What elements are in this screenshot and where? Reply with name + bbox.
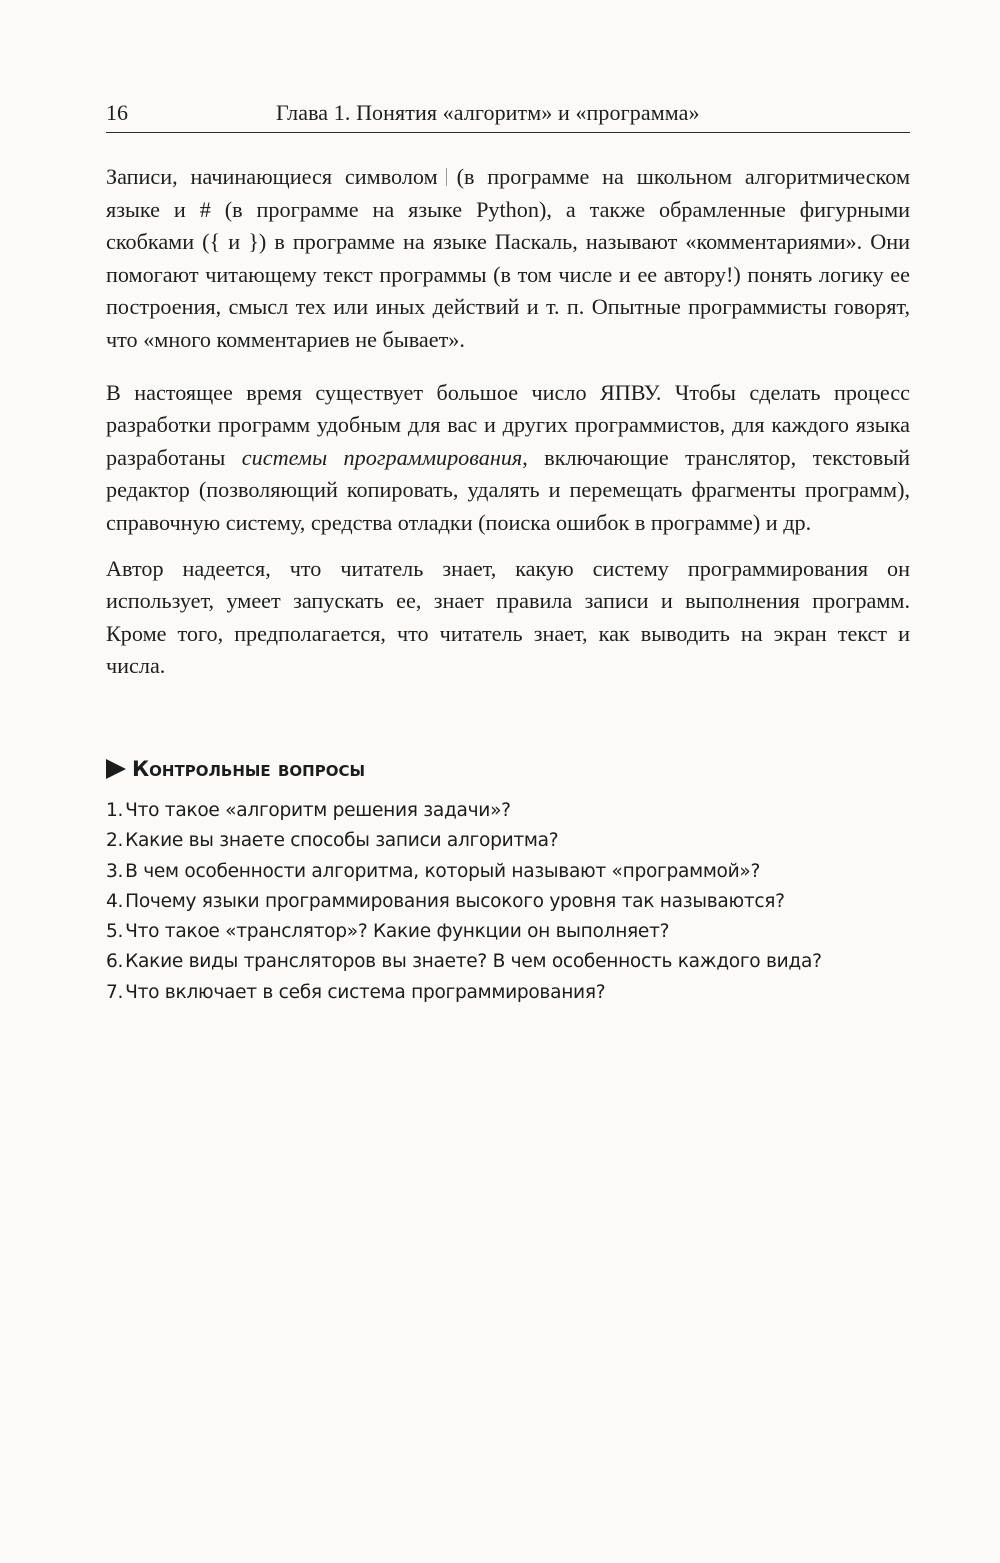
running-head	[106, 96, 910, 133]
question-text: Почему языки программирования высокого уровня так называются?	[125, 890, 785, 912]
question-number: 2.	[106, 830, 124, 852]
question-text: Что такое «алгоритм решения задачи»?	[125, 800, 511, 821]
comments-text-end: (в программе на школьном алгоритмическом языке и # (в программе на языке Python), а также обрамленные фигурными скобками ({ и }) в программе на языке Паскаль, называют «комментариями». Они помогают читающему текст программы (в том числе и ее автору!) понять логику ее построения, смысл тех или иных действий и т. п. Опытные программисты говорят, что «много комментариев не бывает».	[106, 164, 910, 352]
question-number: 6.	[106, 951, 124, 973]
list-item	[106, 887, 910, 917]
triangle-right-icon	[106, 759, 126, 779]
section-heading	[106, 754, 365, 784]
list-item	[106, 917, 910, 947]
question-text: Что включает в себя система программирования?	[125, 981, 606, 1003]
question-number: 1.	[106, 800, 124, 821]
question-text: В чем особенности алгоритма, который называют «программой»?	[125, 860, 761, 882]
section-title: Контрольные вопросы	[132, 757, 366, 781]
list-item	[106, 978, 910, 1008]
question-number: 3.	[106, 860, 124, 882]
systems-term: системы программирования	[241, 444, 523, 470]
question-number: 7.	[106, 981, 124, 1003]
question-text: Что такое «транслятор»? Какие функции он выполняет?	[125, 921, 670, 943]
list-item	[106, 947, 910, 977]
list-item	[106, 796, 910, 826]
question-number: 4.	[106, 890, 124, 912]
systems-text-end: , включающие транслятор, текстовый редактор (позволяющий копировать, удалять и перемещать фрагменты программ), справочную систему, средства отладки (поиска ошибок в программе) и др.	[106, 444, 910, 535]
question-text: Какие вы знаете способы записи алгоритма?	[125, 830, 559, 852]
bar-symbol-icon	[446, 168, 447, 186]
question-number: 5.	[106, 921, 124, 943]
questions-list	[106, 796, 910, 1008]
systems-text-start: В настоящее время существует большое число ЯПВУ. Чтобы сделать процесс разработки программ удобным для вас и других программистов, для каждого языка разработаны	[106, 379, 910, 470]
paragraph-author: Автор надеется, что читатель знает, какую систему программирования он использует, умеет запускать ее, знает правила записи и выполнения программ. Кроме того, предполагается, что читатель знает, как выводить на экран текст и числа.	[106, 555, 910, 679]
page-number: 16	[106, 100, 128, 125]
body-text	[106, 161, 910, 683]
list-item	[106, 826, 910, 856]
list-item	[106, 857, 910, 887]
comments-text-start: Записи, начинающиеся символом	[106, 164, 438, 189]
chapter-title: Глава 1. Понятия «алгоритм» и «программа»	[276, 100, 700, 125]
paragraph-comments	[106, 161, 910, 357]
question-text: Какие виды трансляторов вы знаете? В чем особенность каждого вида?	[125, 951, 822, 973]
paragraph-programming-systems	[106, 377, 910, 540]
